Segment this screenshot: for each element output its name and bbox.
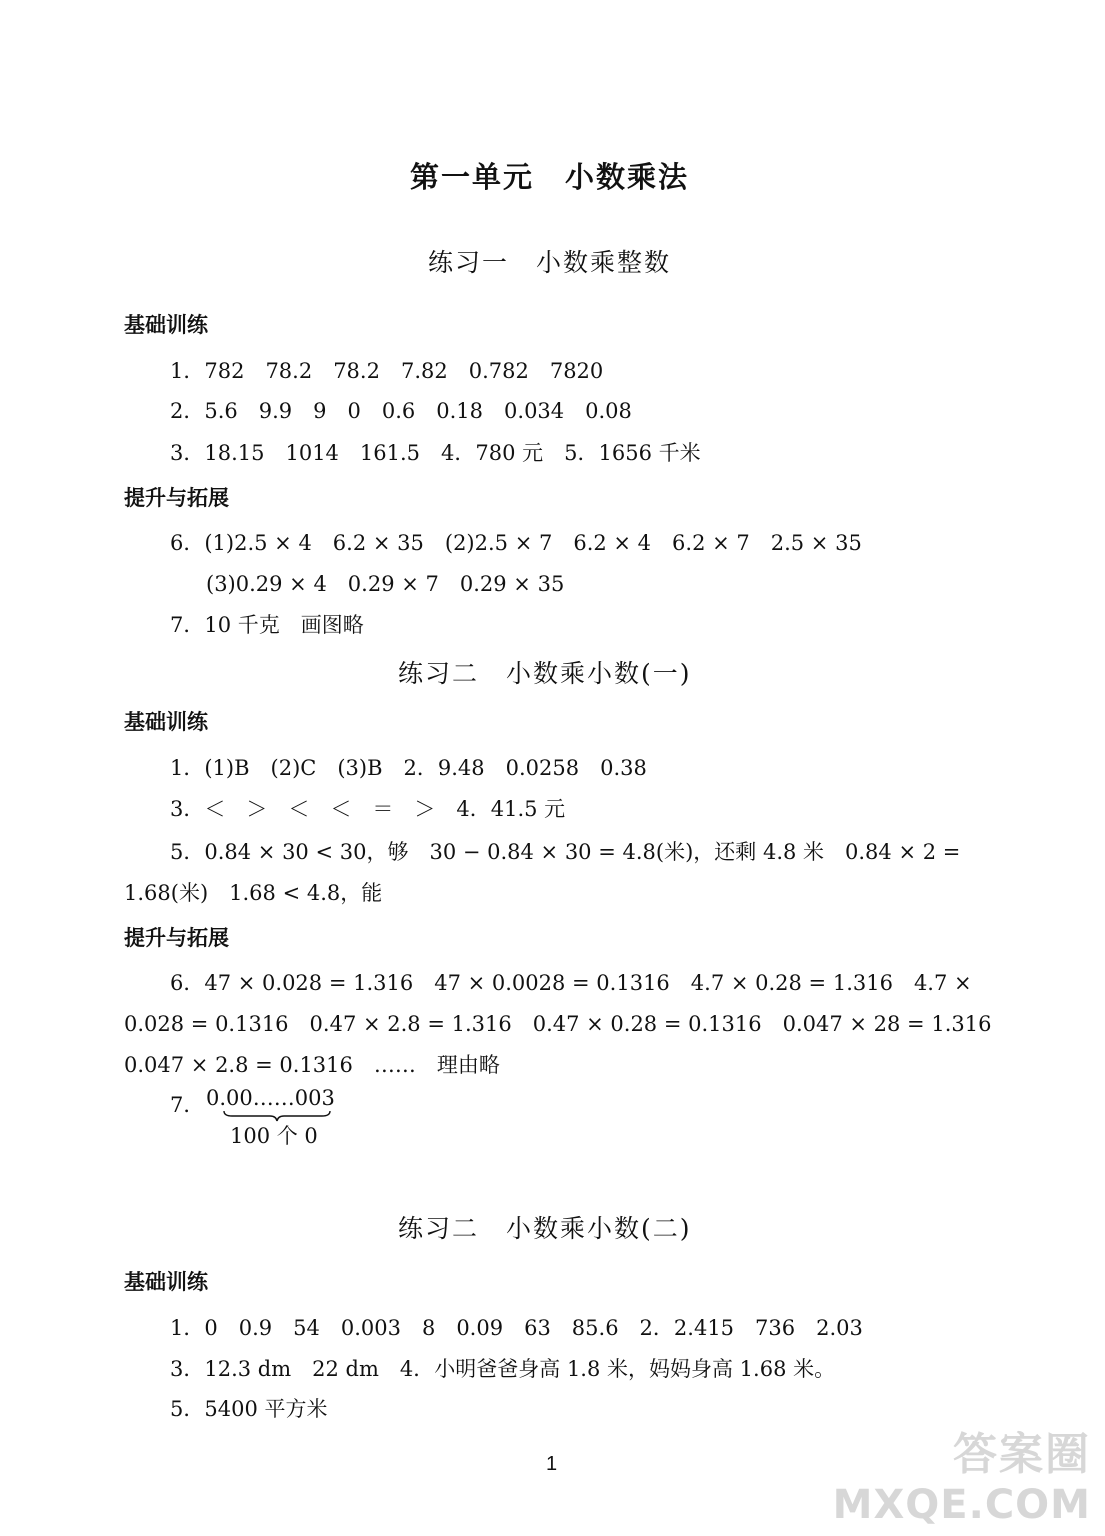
ex1-answer-2: 2．5.6 9.9 9 0 0.6 0.18 0.034 0.08 [170,399,632,423]
unit-title: 第一单元 小数乘法 [410,160,690,194]
ex2-answer-7-under: 100 个 0 [230,1124,318,1148]
ex1-answer-1: 1．782 78.2 78.2 7.82 0.782 7820 [170,359,604,383]
watermark-logo: 答案圈 [953,1429,1091,1480]
ex2-advanced-heading: 提升与拓展 [124,926,229,950]
ex1-basic-training-heading: 基础训练 [124,313,208,337]
ex1-answer-7: 7．10 千克 画图略 [170,613,364,637]
ex3-answer-3-4: 3．12.3 dm 22 dm 4．小明爸爸身高 1.8 米，妈妈身高 1.68 米。 [170,1357,836,1381]
ex2-answer-6b: 0.028 = 0.1316 0.47 × 2.8 = 1.316 0.47 × 0.28 = 0.1316 0.047 × 28 = 1.316 [124,1012,992,1036]
ex2-answer-6c: 0.047 × 2.8 = 0.1316 …… 理由略 [124,1053,500,1077]
ex1-answer-6b: (3)0.29 × 4 0.29 × 7 0.29 × 35 [206,572,565,596]
ex2-basic-training-heading: 基础训练 [124,710,208,734]
watermark-url: MXQE.COM [832,1482,1091,1528]
ex3-answer-1-2: 1．0 0.9 54 0.003 8 0.09 63 85.6 2．2.415 736 2.03 [170,1316,863,1340]
ex2-answer-3-4: 3．＜ ＞ ＜ ＜ ＝ ＞ 4．41.5 元 [170,797,566,821]
exercise-2-heading: 练习二 小数乘小数(一) [398,659,692,688]
ex3-answer-5: 5．5400 平方米 [170,1397,328,1421]
ex2-answer-1-2: 1．(1)B (2)C (3)B 2．9.48 0.0258 0.38 [170,756,647,780]
ex2-answer-6a: 6．47 × 0.028 = 1.316 47 × 0.0028 = 0.1316 4.7 × 0.28 = 1.316 4.7 × [170,971,972,995]
exercise-3-heading: 练习二 小数乘小数(二) [398,1214,692,1243]
ex2-answer-7-label: 7． [170,1093,205,1117]
ex1-answer-6a: 6．(1)2.5 × 4 6.2 × 35 (2)2.5 × 7 6.2 × 4 6.2 × 7 2.5 × 35 [170,531,862,555]
ex3-basic-training-heading: 基础训练 [124,1270,208,1294]
watermark [833,1418,1091,1528]
exercise-1-heading: 练习一 小数乘整数 [428,248,672,277]
ex1-advanced-heading: 提升与拓展 [124,486,229,510]
page-number: 1 [546,1453,558,1475]
ex2-answer-7-number: 0.00……003 [206,1086,335,1110]
ex2-answer-5b: 1.68(米) 1.68 < 4.8，能 [124,881,383,905]
ex2-answer-5a: 5．0.84 × 30 < 30，够 30 − 0.84 × 30 = 4.8(米)，还剩 4.8 米 0.84 × 2 = [170,840,961,864]
ex1-answer-3-5: 3．18.15 1014 161.5 4．780 元 5．1656 千米 [170,441,701,465]
